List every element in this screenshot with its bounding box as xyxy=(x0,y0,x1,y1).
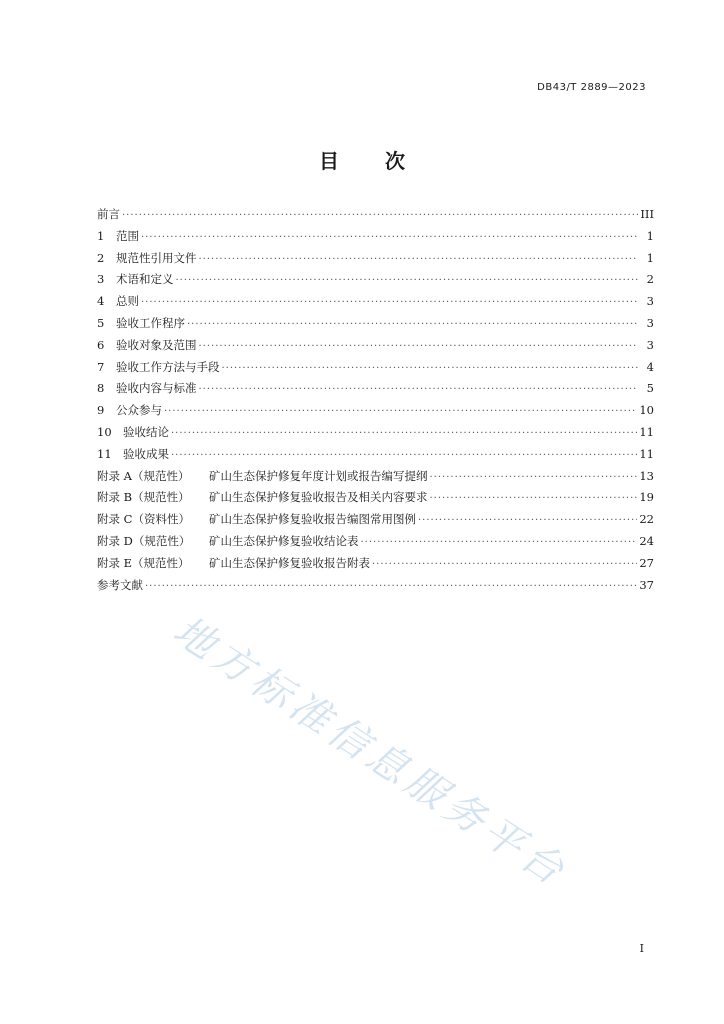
toc-entry-label: 验收工作程序 xyxy=(116,315,185,330)
toc-entry-4[interactable] xyxy=(97,291,654,313)
toc-leader-dots xyxy=(141,227,638,249)
toc-entry-label: 公众参与 xyxy=(116,403,162,418)
toc-leader-dots xyxy=(199,379,639,401)
toc-entry-page: 37 xyxy=(639,577,654,592)
toc-entry-label: 术语和定义 xyxy=(116,272,174,287)
toc-annex-number: 附录 C（资料性） xyxy=(97,512,190,527)
toc-entry-page: 11 xyxy=(639,424,654,439)
toc-entry-11[interactable] xyxy=(97,444,654,466)
toc-entry-page: 24 xyxy=(639,533,654,548)
toc-entry-label: 矿山生态保护修复验收报告编图常用图例 xyxy=(209,512,416,527)
toc-entry-page: 11 xyxy=(639,446,654,461)
toc-entry-number: 2 xyxy=(97,250,105,265)
toc-annex-number: 附录 D（规范性） xyxy=(97,533,191,548)
toc-entry-number: 10 xyxy=(97,424,112,439)
toc-entry-label: 规范性引用文件 xyxy=(116,250,197,265)
toc-entry-6[interactable] xyxy=(97,335,654,357)
toc-leader-dots xyxy=(141,292,638,314)
toc-entry-annex-d[interactable] xyxy=(97,531,654,553)
toc-entry-number: 7 xyxy=(97,359,105,374)
toc-leader-dots xyxy=(187,314,638,336)
toc-entry-page: 22 xyxy=(639,512,654,527)
toc-leader-dots xyxy=(171,423,637,445)
toc-leader-dots xyxy=(171,445,637,467)
toc-entry-9[interactable] xyxy=(97,400,654,422)
toc-entry-page: 10 xyxy=(639,403,654,418)
toc-leader-dots xyxy=(176,270,639,292)
toc-leader-dots xyxy=(164,401,637,423)
toc-annex-number: 附录 E（规范性） xyxy=(97,555,190,570)
toc-entry-bibliography[interactable] xyxy=(97,575,654,597)
toc-entry-annex-b[interactable] xyxy=(97,487,654,509)
toc-annex-number: 附录 B（规范性） xyxy=(97,490,190,505)
toc-entry-number: 5 xyxy=(97,315,105,330)
toc-leader-dots xyxy=(430,488,638,510)
toc-entry-page: 3 xyxy=(646,315,654,330)
toc-entry-annex-a[interactable] xyxy=(97,466,654,488)
toc-leader-dots xyxy=(372,554,637,576)
toc-entry-number: 9 xyxy=(97,403,105,418)
toc-entry-page: 3 xyxy=(646,337,654,352)
toc-entry-label: 矿山生态保护修复验收结论表 xyxy=(209,533,359,548)
title-char-2: 次 xyxy=(385,149,405,173)
toc-entry-label: 范围 xyxy=(116,228,139,243)
toc-leader-dots xyxy=(199,249,639,271)
toc-entry-page: 4 xyxy=(646,359,654,374)
toc-entry-number: 6 xyxy=(97,337,105,352)
toc-entry-page: 1 xyxy=(646,250,654,265)
toc-entry-label: 参考文献 xyxy=(97,577,143,592)
toc-entry-label: 验收工作方法与手段 xyxy=(116,359,220,374)
toc-entry-10[interactable] xyxy=(97,422,654,444)
toc-leader-dots xyxy=(222,358,639,380)
toc-entry-foreword[interactable] xyxy=(97,204,654,226)
toc-entry-page: 19 xyxy=(639,490,654,505)
toc-entry-label: 前言 xyxy=(97,207,120,221)
toc-entry-number: 1 xyxy=(97,228,105,243)
toc-leader-dots xyxy=(418,510,637,532)
toc-entry-page: 5 xyxy=(646,381,654,396)
toc-entry-label: 验收结论 xyxy=(123,424,169,439)
toc-annex-number: 附录 A（规范性） xyxy=(97,468,190,483)
toc-entry-8[interactable] xyxy=(97,378,654,400)
toc-entry-label: 矿山生态保护修复验收报告附表 xyxy=(209,555,370,570)
toc-entry-label: 验收成果 xyxy=(123,446,169,461)
document-code: DB43/T 2889—2023 xyxy=(537,82,646,93)
toc-entry-2[interactable] xyxy=(97,248,654,270)
toc-leader-dots xyxy=(122,205,638,227)
toc-entry-annex-c[interactable] xyxy=(97,509,654,531)
toc-entry-page: 1 xyxy=(646,228,654,243)
watermark: 地方标准信息服务平台 xyxy=(165,607,576,897)
title-char-1: 目 xyxy=(319,149,339,173)
toc-leader-dots xyxy=(361,532,638,554)
page-number: I xyxy=(639,942,644,955)
toc-entry-3[interactable] xyxy=(97,269,654,291)
toc-entry-page: III xyxy=(640,207,654,221)
toc-leader-dots xyxy=(145,576,637,598)
toc-entry-page: 13 xyxy=(639,468,654,483)
toc-entry-number: 8 xyxy=(97,381,105,396)
toc-leader-dots xyxy=(430,467,638,489)
toc-entry-number: 11 xyxy=(97,446,112,461)
toc-entry-label: 总则 xyxy=(116,294,139,309)
toc-entry-label: 矿山生态保护修复验收报告及相关内容要求 xyxy=(209,490,428,505)
toc-entry-label: 验收内容与标准 xyxy=(116,381,197,396)
toc-entry-label: 验收对象及范围 xyxy=(116,337,197,352)
toc-entry-number: 3 xyxy=(97,272,105,287)
toc-entry-page: 27 xyxy=(639,555,654,570)
toc-entry-label: 矿山生态保护修复年度计划或报告编写提纲 xyxy=(209,468,428,483)
page-title xyxy=(0,145,724,174)
toc-entry-number: 4 xyxy=(97,294,105,309)
toc-entry-page: 2 xyxy=(646,272,654,287)
toc-entry-7[interactable] xyxy=(97,357,654,379)
toc-entry-1[interactable] xyxy=(97,226,654,248)
toc-entry-page: 3 xyxy=(646,294,654,309)
toc-entry-annex-e[interactable] xyxy=(97,553,654,575)
toc-entry-5[interactable] xyxy=(97,313,654,335)
table-of-contents xyxy=(97,204,654,596)
toc-leader-dots xyxy=(199,336,639,358)
